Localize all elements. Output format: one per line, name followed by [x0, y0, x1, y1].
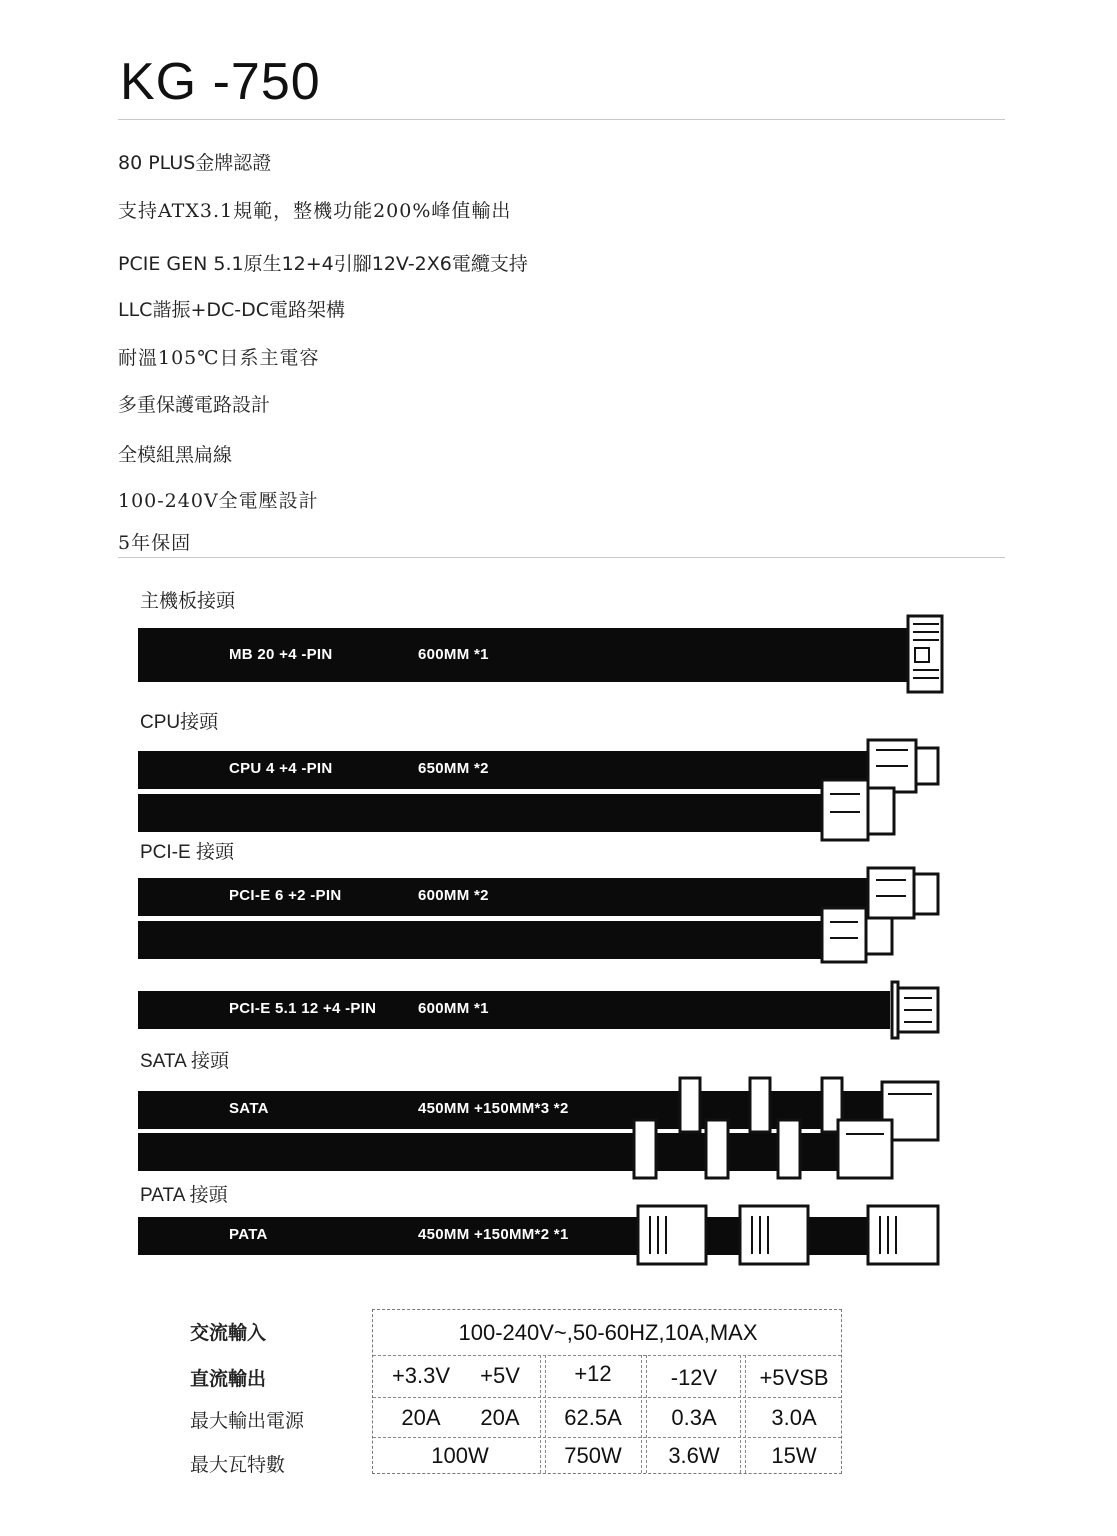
pcie-cable-length: 600MM *2: [418, 887, 489, 904]
cpu-cable-2: [138, 794, 828, 832]
feature-item: PCIE GEN 5.1原生12+4引腳12V-2X6電纜支持: [118, 253, 528, 275]
current-cell: 20A: [401, 1405, 441, 1430]
mb-section-label: 主機板接頭: [140, 590, 236, 612]
watt-cell: 100W: [431, 1443, 489, 1468]
feature-item: 100-240V全電壓設計: [118, 490, 319, 512]
rail-cell: +5VSB: [759, 1365, 829, 1390]
cpu-section-label: CPU接頭: [140, 712, 219, 733]
pcie-cable-name: PCI-E 6 +2 -PIN: [229, 887, 342, 904]
mb-connector-icon: [905, 614, 945, 694]
current-cell: 0.3A: [671, 1405, 717, 1430]
pcie5-cable: [138, 991, 890, 1029]
table-divider: [641, 1355, 642, 1473]
mb-cable-name: MB 20 +4 -PIN: [229, 646, 333, 663]
feature-item: 支持ATX3.1規範，整機功能200%峰值輸出: [118, 200, 512, 222]
cpu-cable-length: 650MM *2: [418, 760, 489, 777]
table-divider: [540, 1355, 541, 1473]
watt-cell: 15W: [771, 1443, 817, 1468]
table-divider: [646, 1355, 647, 1473]
cpu-connector-icon: [820, 736, 942, 846]
pcie5-connector-icon: [890, 980, 942, 1040]
page-title: KG -750: [120, 53, 321, 111]
spec-table: [372, 1309, 842, 1474]
sata-cable-length: 450MM +150MM*3 *2: [418, 1100, 569, 1117]
current-cell: 3.0A: [771, 1405, 817, 1430]
mb-cable: [138, 628, 910, 682]
mb-cable-length: 600MM *1: [418, 646, 489, 663]
features-divider: [118, 557, 1005, 558]
pata-section-label: PATA 接頭: [140, 1185, 228, 1206]
rail-cell: +3.3V: [391, 1363, 451, 1388]
feature-item: LLC諧振+DC-DC電路架構: [118, 299, 346, 321]
pcie-connector-icon: [820, 864, 942, 968]
table-divider: [373, 1397, 841, 1398]
watt-cell: 750W: [564, 1443, 622, 1468]
feature-item: 耐溫105℃日系主電容: [118, 347, 320, 369]
rail-cell: +12: [574, 1361, 612, 1386]
watt-cell: 3.6W: [668, 1443, 720, 1468]
pcie-cable-2: [138, 921, 828, 959]
table-divider: [745, 1355, 746, 1473]
max-watt-label: 最大瓦特數: [190, 1454, 286, 1476]
dc-output-label: 直流輸出: [190, 1368, 267, 1390]
pcie5-cable-length: 600MM *1: [418, 1000, 489, 1017]
title-divider: [118, 119, 1005, 120]
feature-item: 80 PLUS金牌認證: [118, 152, 272, 174]
pata-cable-name: PATA: [229, 1226, 268, 1243]
ac-input-value: 100-240V~,50-60HZ,10A,MAX: [458, 1320, 758, 1345]
pcie-cable: [138, 878, 870, 916]
table-divider: [373, 1437, 841, 1438]
current-cell: 62.5A: [564, 1405, 622, 1430]
sata-section-label: SATA 接頭: [140, 1051, 230, 1072]
table-divider: [740, 1355, 741, 1473]
feature-item: 多重保護電路設計: [118, 394, 271, 416]
pata-cable-length: 450MM +150MM*2 *1: [418, 1226, 569, 1243]
pata-connector-icon: [636, 1204, 942, 1266]
table-divider: [373, 1355, 841, 1356]
table-divider: [545, 1355, 546, 1473]
cpu-cable-name: CPU 4 +4 -PIN: [229, 760, 333, 777]
pcie5-cable-name: PCI-E 5.1 12 +4 -PIN: [229, 1000, 377, 1017]
sata-cable-name: SATA: [229, 1100, 269, 1117]
ac-input-label: 交流輸入: [190, 1322, 267, 1344]
current-cell: 20A: [480, 1405, 520, 1430]
max-current-label: 最大輸出電源: [190, 1410, 305, 1432]
rail-cell: -12V: [670, 1365, 718, 1390]
feature-item: 5年保固: [118, 532, 192, 554]
sata-connector-icon: [630, 1074, 942, 1186]
feature-item: 全模組黑扁線: [118, 444, 233, 466]
pcie-section-label: PCI-E 接頭: [140, 842, 234, 863]
cpu-cable: [138, 751, 870, 789]
rail-cell: +5V: [480, 1363, 520, 1388]
